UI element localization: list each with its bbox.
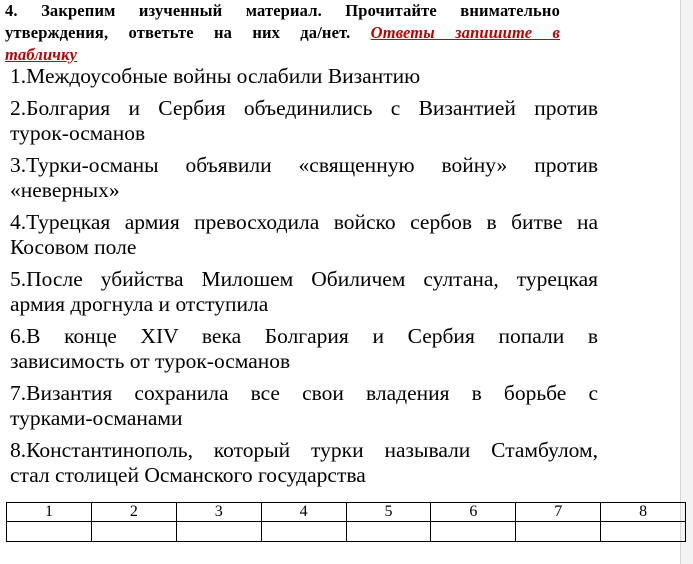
task-line-2-plain: утверждения, ответьте на них да/нет. [5, 23, 351, 42]
answer-cell-2[interactable] [91, 522, 176, 542]
answer-cell-6[interactable] [431, 522, 516, 542]
statement-text: 4.Турецкая армия превосходила войско сербов в битве на [10, 210, 598, 234]
statement-8 [10, 438, 598, 488]
statement-1 [10, 64, 598, 89]
answer-cell-1[interactable] [7, 522, 92, 542]
task-instructions [5, 0, 560, 66]
statement-text: 5.После убийства Милошем Обиличем султана, турецкая [10, 267, 598, 291]
answer-header-cell: 5 [346, 503, 431, 522]
answer-header-cell: 7 [516, 503, 601, 522]
task-line-2-red: Ответы запишите в [370, 23, 561, 42]
statement-3 [10, 153, 598, 203]
answer-header-cell: 2 [91, 503, 176, 522]
answer-cell-8[interactable] [601, 522, 686, 542]
statement-text-cont: Косовом поле [10, 235, 137, 259]
statement-text: 1.Междоусобные войны ослабили Византию [10, 64, 421, 88]
statement-4 [10, 210, 598, 260]
statement-text: 2.Болгария и Сербия объединились с Византией против [10, 96, 598, 120]
statement-text: 6.В конце XIV века Болгария и Сербия попали в [10, 324, 598, 348]
statement-7 [10, 381, 598, 431]
answer-header-cell: 8 [601, 503, 686, 522]
task-line-1: 4. Закрепим изученный материал. Прочитайте внимательно [5, 1, 560, 20]
statement-text-cont: зависимость от турок-османов [10, 349, 291, 373]
statement-text: 8.Константинополь, который турки называли Стамбулом, [10, 438, 598, 462]
statement-6 [10, 324, 598, 374]
task-line-3 [5, 44, 560, 66]
statement-text-cont: стал столицей Османского государства [10, 463, 366, 487]
answer-table [6, 502, 686, 542]
answer-cell-4[interactable] [261, 522, 346, 542]
answer-header-cell: 1 [7, 503, 92, 522]
statement-text-cont: «неверных» [10, 178, 120, 202]
answer-cell-5[interactable] [346, 522, 431, 542]
answer-cell-3[interactable] [176, 522, 261, 542]
statement-2 [10, 96, 598, 146]
statement-5 [10, 267, 598, 317]
answer-table-answer-row [7, 522, 686, 542]
statement-text: 3.Турки-османы объявили «священную войну» против [10, 153, 598, 177]
statement-text-cont: турками-османами [10, 406, 183, 430]
task-line-2 [5, 22, 560, 44]
answer-table-header-row [7, 503, 686, 522]
answer-cell-7[interactable] [516, 522, 601, 542]
statement-text-cont: турок-османов [10, 121, 146, 145]
statement-text: 7.Византия сохранила все свои владения в борьбе с [10, 381, 598, 405]
answer-header-cell: 4 [261, 503, 346, 522]
task-line-3-red: табличку [5, 45, 78, 64]
answer-header-cell: 3 [176, 503, 261, 522]
statement-text-cont: армия дрогнула и отступила [10, 292, 269, 316]
answer-header-cell: 6 [431, 503, 516, 522]
page-right-margin [680, 0, 693, 564]
statements-list [10, 64, 598, 495]
